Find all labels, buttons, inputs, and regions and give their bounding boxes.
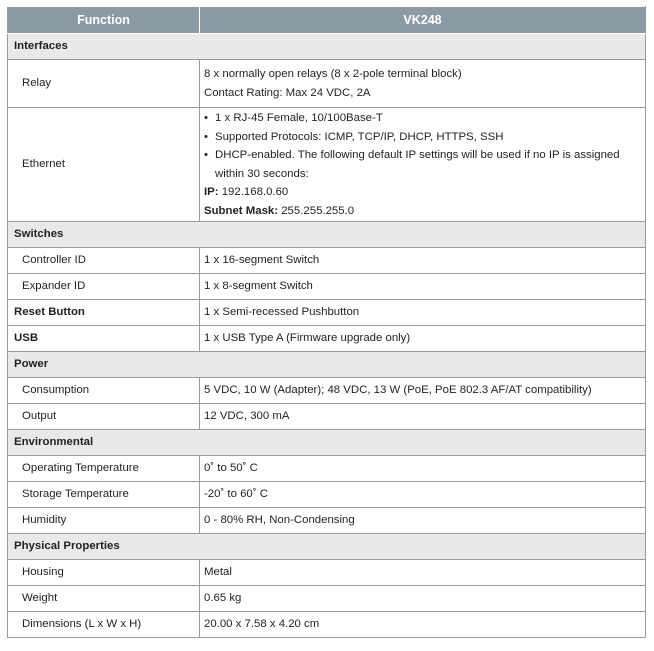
section-title: Switches <box>8 222 646 248</box>
table-row <box>8 60 646 108</box>
table-row <box>8 300 646 326</box>
list-item <box>204 109 639 128</box>
bullet-icon: • <box>204 130 208 143</box>
section-title: Physical Properties <box>8 534 646 560</box>
row-value-dimensions: 20.00 x 7.58 x 4.20 cm <box>200 612 646 638</box>
ethernet-bullet-text: Supported Protocols: ICMP, TCP/IP, DHCP, HTTPS, SSH <box>215 130 504 143</box>
row-label-humidity: Humidity <box>8 508 200 534</box>
row-value-relay <box>200 60 646 108</box>
table-row <box>8 560 646 586</box>
row-label-controller-id: Controller ID <box>8 248 200 274</box>
row-value-humidity: 0 - 80% RH, Non-Condensing <box>200 508 646 534</box>
bullet-icon: • <box>204 149 208 161</box>
spec-table <box>7 6 646 638</box>
section-environmental <box>8 430 646 456</box>
row-label-reset-button: Reset Button <box>8 300 200 326</box>
table-row <box>8 404 646 430</box>
ethernet-bullet-text: DHCP-enabled. The following default IP settings will be used if no IP is assigned within 30 seconds: <box>215 149 620 180</box>
relay-line: Contact Rating: Max 24 VDC, 2A <box>204 86 371 99</box>
row-label-housing: Housing <box>8 560 200 586</box>
list-item <box>204 146 639 183</box>
section-interfaces <box>8 34 646 60</box>
row-label-usb: USB <box>8 326 200 352</box>
table-row <box>8 508 646 534</box>
row-value-expander-id: 1 x 8-segment Switch <box>200 274 646 300</box>
table-row <box>8 274 646 300</box>
row-label-output: Output <box>8 404 200 430</box>
subnet-key: Subnet Mask: <box>204 204 279 217</box>
row-value-output: 12 VDC, 300 mA <box>200 404 646 430</box>
row-value-storage-temperature: -20˚ to 60˚ C <box>200 482 646 508</box>
table-row <box>8 108 646 222</box>
section-title: Interfaces <box>8 34 646 60</box>
header-function: Function <box>8 7 200 34</box>
table-row <box>8 456 646 482</box>
row-value-usb: 1 x USB Type A (Firmware upgrade only) <box>200 326 646 352</box>
row-label-weight: Weight <box>8 586 200 612</box>
table-row <box>8 378 646 404</box>
row-value-reset-button: 1 x Semi-recessed Pushbutton <box>200 300 646 326</box>
row-label-dimensions: Dimensions (L x W x H) <box>8 612 200 638</box>
relay-line: 8 x normally open relays (8 x 2-pole terminal block) <box>204 68 462 80</box>
list-item <box>204 128 639 147</box>
section-power <box>8 352 646 378</box>
row-label-expander-id: Expander ID <box>8 274 200 300</box>
table-row <box>8 586 646 612</box>
section-title: Environmental <box>8 430 646 456</box>
section-switches <box>8 222 646 248</box>
row-value-operating-temperature: 0˚ to 50˚ C <box>200 456 646 482</box>
row-label-consumption: Consumption <box>8 378 200 404</box>
table-row <box>8 482 646 508</box>
ip-value: 192.168.0.60 <box>218 186 289 198</box>
ip-key: IP: <box>204 186 219 198</box>
subnet-setting <box>204 202 639 221</box>
row-label-ethernet: Ethernet <box>8 108 200 222</box>
ethernet-bullet-text: 1 x RJ-45 Female, 10/100Base-T <box>215 112 383 124</box>
header-model: VK248 <box>200 7 646 34</box>
ip-setting <box>204 183 639 202</box>
bullet-icon: • <box>204 112 208 124</box>
subnet-value: 255.255.255.0 <box>278 204 355 217</box>
row-value-housing: Metal <box>200 560 646 586</box>
section-physical-properties <box>8 534 646 560</box>
row-value-ethernet <box>200 108 646 222</box>
table-row <box>8 248 646 274</box>
table-header <box>8 7 646 34</box>
table-row <box>8 326 646 352</box>
row-value-controller-id: 1 x 16-segment Switch <box>200 248 646 274</box>
row-value-consumption: 5 VDC, 10 W (Adapter); 48 VDC, 13 W (PoE, PoE 802.3 AF/AT compatibility) <box>200 378 646 404</box>
row-value-weight: 0.65 kg <box>200 586 646 612</box>
table-row <box>8 612 646 638</box>
row-label-relay: Relay <box>8 60 200 108</box>
row-label-operating-temperature: Operating Temperature <box>8 456 200 482</box>
row-label-storage-temperature: Storage Temperature <box>8 482 200 508</box>
section-title: Power <box>8 352 646 378</box>
